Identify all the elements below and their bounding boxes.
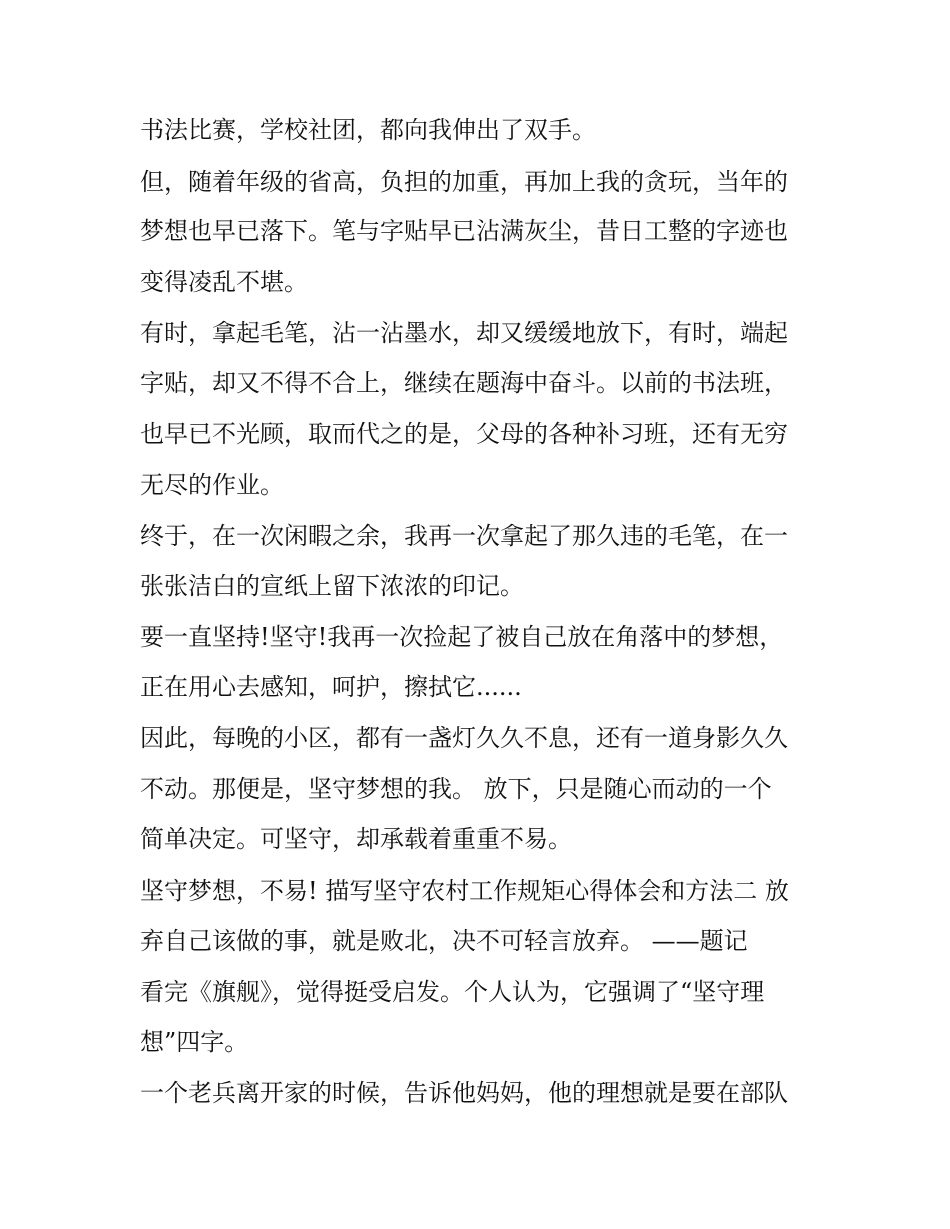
text-line: 书法比赛，学校社团，都向我伸出了双手。 — [140, 116, 596, 144]
text-line: 也早已不光顾，取而代之的是，父母的各种补习班，还有无穷 — [140, 420, 788, 448]
text-line: 终于，在一次闲暇之余，我再一次拿起了那久违的毛笔，在一 — [140, 522, 788, 550]
text-line: 张张洁白的宣纸上留下浓浓的印记。 — [140, 572, 524, 600]
text-line: 但，随着年级的省高，负担的加重，再加上我的贪玩，当年的 — [140, 168, 788, 196]
text-line: 看完《旗舰》，觉得挺受启发。个人认为，它强调了“坚守理 — [140, 978, 765, 1006]
text-line: 简单决定。可坚守，却承载着重重不易。 — [140, 825, 572, 853]
text-line: 弃自己该做的事，就是败北，决不可轻言放弃。 ——题记 — [140, 927, 748, 955]
text-line: 想”四字。 — [140, 1028, 249, 1056]
text-line: 梦想也早已落下。笔与字贴早已沾满灰尘，昔日工整的字迹也 — [140, 217, 788, 245]
text-line: 无尽的作业。 — [140, 471, 284, 499]
text-line: 正在用心去感知，呵护，擦拭它...... — [140, 673, 522, 701]
text-line: 有时，拿起毛笔，沾一沾墨水，却又缓缓地放下，有时，端起 — [140, 319, 788, 347]
text-line: 字贴，却又不得不合上，继续在题海中奋斗。以前的书法班， — [140, 369, 788, 397]
text-line: 不动。那便是，坚守梦想的我。 放下，只是随心而动的一个 — [140, 775, 772, 803]
text-line: 变得凌乱不堪。 — [140, 268, 308, 296]
text-line: 要一直坚持!坚守!我再一次捡起了被自己放在角落中的梦想， — [140, 623, 784, 651]
text-line: 坚守梦想，不易! 描写坚守农村工作规矩心得体会和方法二 放 — [140, 877, 789, 905]
text-line: 一个老兵离开家的时候，告诉他妈妈，他的理想就是要在部队 — [140, 1079, 788, 1107]
text-line: 因此，每晚的小区，都有一盏灯久久不息，还有一道身影久久 — [140, 724, 788, 752]
